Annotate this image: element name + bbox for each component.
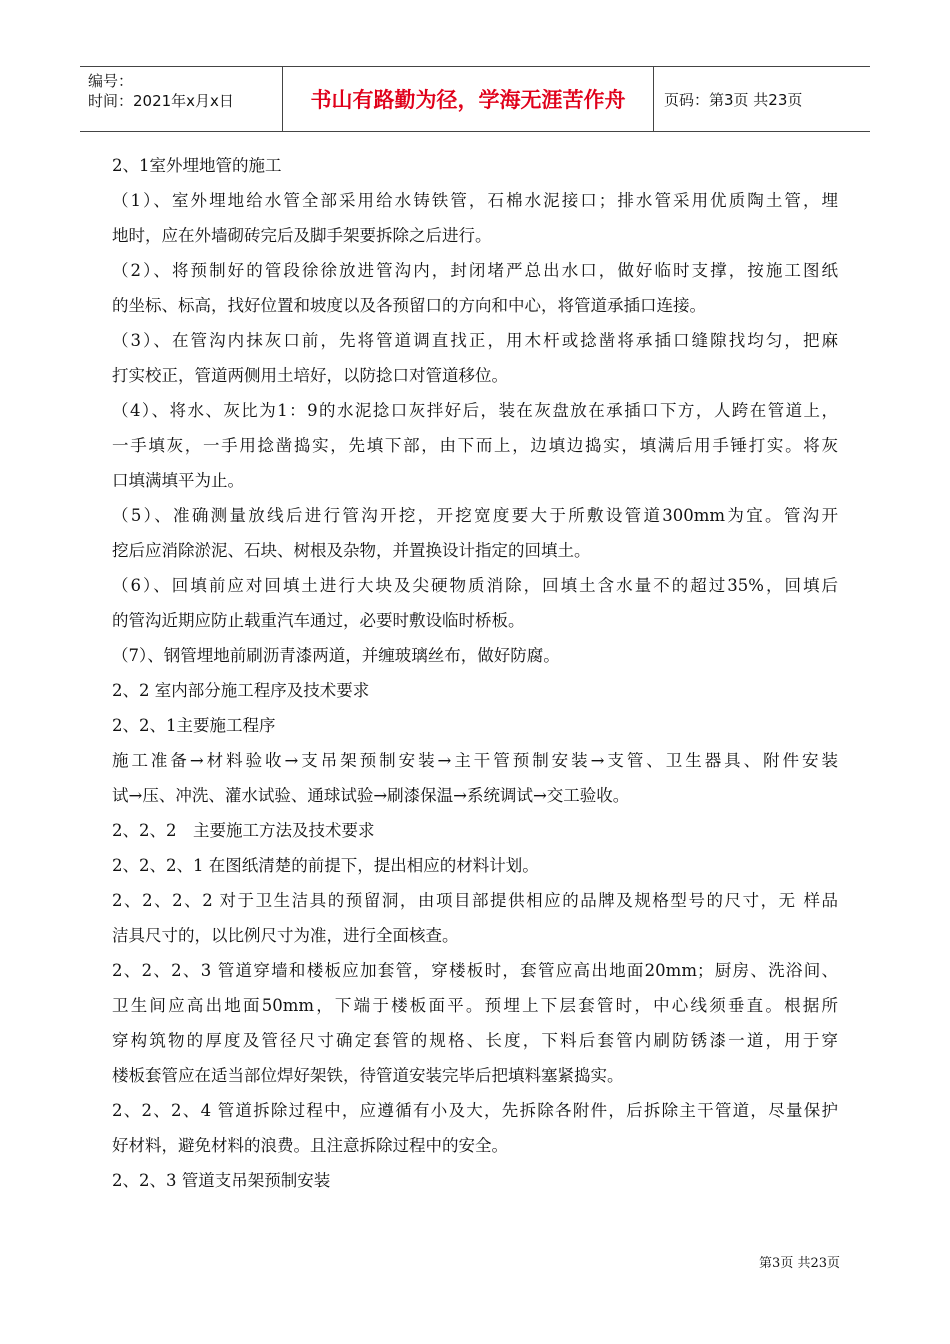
text-line: 口填满填平为止。 <box>112 471 244 490</box>
document-date: 时间：2021年x月x日 <box>88 92 234 110</box>
text-line: 的坐标、标高，找好位置和坡度以及各预留口的方向和中心，将管道承插口连接。 <box>112 296 706 315</box>
document-body <box>112 148 838 1198</box>
text-line: 2、2、3 管道支吊架预制安装 <box>112 1171 331 1190</box>
text-line: 2、2、1主要施工程序 <box>112 716 276 735</box>
header-page-info: 页码：第3页 共23页 <box>664 90 803 109</box>
text-line: 2、2、2 主要施工方法及技术要求 <box>112 821 375 840</box>
text-line: 好材料，避免材料的浪费。且注意拆除过程中的安全。 <box>112 1136 508 1155</box>
text-line: 打实校正，管道两侧用土培好，以防捻口对管道移位。 <box>112 366 508 385</box>
text-line: 洁具尺寸的，以比例尺寸为准，进行全面核查。 <box>112 926 459 945</box>
text-line: 的管沟近期应防止载重汽车通过，必要时敷设临时桥板。 <box>112 611 525 630</box>
document-number-label: 编号： <box>88 72 134 90</box>
text-line: （7）、钢管埋地前刷沥青漆两道，并缠玻璃丝布，做好防腐。 <box>112 646 560 665</box>
text-line: 2、2、2、2 对于卫生洁具的预留洞，由项目部提供相应的品牌及规格型号的尺寸，无 样品 <box>112 891 838 910</box>
text-line: （1）、室外埋地给水管全部采用给水铸铁管，石棉水泥接口；排水管采用优质陶土管，埋 <box>112 191 838 210</box>
text-line: 挖后应消除淤泥、石块、树根及杂物，并置换设计指定的回填土。 <box>112 541 591 560</box>
text-line: 楼板套管应在适当部位焊好架铁，待管道安装完毕后把填料塞紧捣实。 <box>112 1066 624 1085</box>
text-line: 卫生间应高出地面50mm，下端于楼板面平。预埋上下层套管时，中心线须垂直。根据所 <box>112 996 838 1015</box>
header-meta <box>80 67 282 131</box>
text-line: 试→压、冲洗、灌水试验、通球试验→刷漆保温→系统调试→交工验收。 <box>112 786 630 805</box>
text-line: 一手填灰，一手用捻凿捣实，先填下部，由下而上，边填边捣实，填满后用手锤打实。将灰 <box>112 436 838 455</box>
page-footer: 第3页 共23页 <box>759 1256 840 1271</box>
text-line: （6）、回填前应对回填土进行大块及尖硬物质消除，回填土含水量不的超过35%，回填后 <box>112 576 838 595</box>
text-line: 2、2 室内部分施工程序及技术要求 <box>112 681 370 700</box>
page-header <box>80 66 870 132</box>
text-line: 2、2、2、4 管道拆除过程中，应遵循有小及大，先拆除各附件，后拆除主干管道，尽量保护 <box>112 1101 838 1120</box>
text-line: （3）、在管沟内抹灰口前，先将管道调直找正，用木杆或捻凿将承插口缝隙找均匀，把麻 <box>112 331 838 350</box>
text-line: （2）、将预制好的管段徐徐放进管沟内，封闭堵严总出水口，做好临时支撑，按施工图纸 <box>112 261 838 280</box>
text-line: （5）、准确测量放线后进行管沟开挖，开挖宽度要大于所敷设管道300mm为宜。管沟开 <box>112 506 838 525</box>
text-line: 2、1室外埋地管的施工 <box>112 156 282 175</box>
text-line: 2、2、2、3 管道穿墙和楼板应加套管，穿楼板时，套管应高出地面20mm；厨房、洗浴间、 <box>112 961 838 980</box>
text-line: 2、2、2、1 在图纸清楚的前提下，提出相应的材料计划。 <box>112 856 539 875</box>
text-line: 穿构筑物的厚度及管径尺寸确定套管的规格、长度，下料后套管内刷防锈漆一道，用于穿 <box>112 1031 838 1050</box>
text-line: （4）、将水、灰比为1：9的水泥捻口灰拌好后，装在灰盘放在承插口下方，人跨在管道上， <box>112 401 838 420</box>
text-line: 施工准备→材料验收→支吊架预制安装→主干管预制安装→支管、卫生器具、附件安装 <box>112 751 838 770</box>
text-line: 地时，应在外墙砌砖完后及脚手架要拆除之后进行。 <box>112 226 492 245</box>
header-motto: 书山有路勤为径，学海无涯苦作舟 <box>282 67 654 131</box>
